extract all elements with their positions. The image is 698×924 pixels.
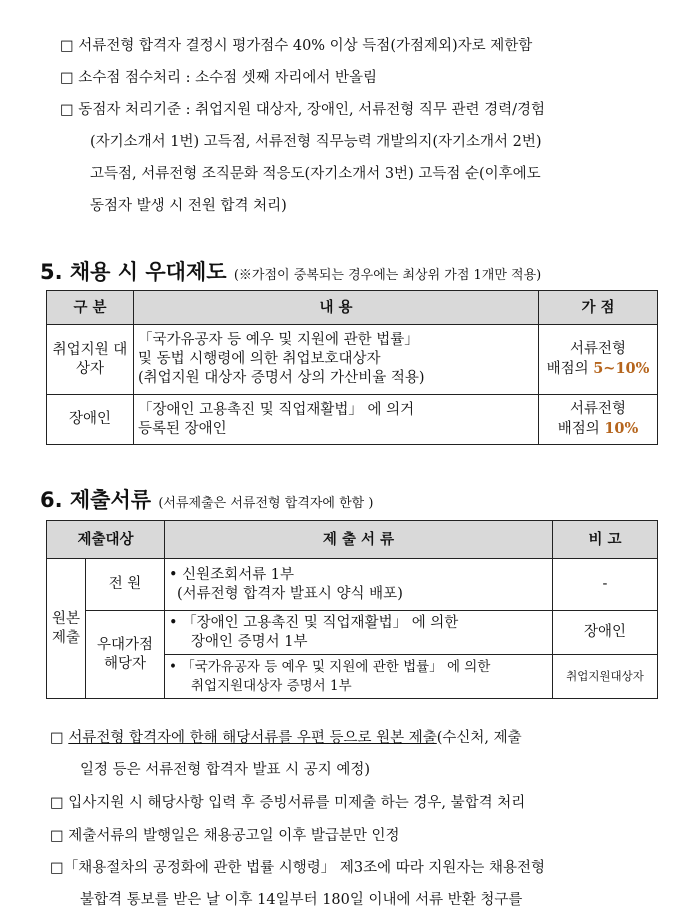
row-category: 취업지원 대상자	[47, 325, 134, 395]
row-category: 장애인	[47, 395, 134, 445]
criteria-line-6: 동점자 발생 시 전원 합격 처리)	[90, 198, 287, 214]
row-remark: -	[553, 559, 658, 611]
table-row	[47, 395, 658, 445]
row-remark: 장애인	[553, 611, 658, 655]
documents-table	[46, 520, 658, 699]
header-points: 가 점	[539, 291, 658, 325]
header-content: 내 용	[134, 291, 539, 325]
table-row	[47, 559, 658, 611]
section5-note: (※가점이 중복되는 경우에는 최상위 가점 1개만 적용)	[233, 268, 542, 283]
row-points: 서류전형 배점의 5~10%	[539, 325, 658, 395]
notice-line-6: 불합격 통보를 받은 날 이후 14일부터 180일 이내에 서류 반환 청구를	[80, 892, 523, 908]
section5-title: 5. 채용 시 우대제도 (※가점이 중복되는 경우에는 최상위 가점 1개만 적용)	[40, 260, 542, 284]
notice-line-2: 일정 등은 서류전형 합격자 발표 시 공지 예정)	[80, 762, 371, 778]
notice-line-5: □「채용절차의 공정화에 관한 법률 시행령」 제3조에 따라 지원자는 채용전형	[50, 860, 545, 876]
group-label: 원본 제출	[47, 559, 86, 699]
row-docs: • 「국가유공자 등 예우 및 지원에 관한 법률」 에 의한 취업지원대상자 증명서 1부	[165, 655, 553, 699]
header-remark: 비 고	[553, 521, 658, 559]
row-remark: 취업지원대상자	[553, 655, 658, 699]
row-target: 우대가점 해당자	[86, 611, 165, 699]
row-content: 「국가유공자 등 예우 및 지원에 관한 법률」 및 동법 시행령에 의한 취업보호대상자 (취업지원 대상자 증명서 상의 가산비율 적용)	[134, 325, 539, 395]
header-target: 제출대상	[47, 521, 165, 559]
criteria-line-2: □ 소수점 점수처리 : 소수점 셋째 자리에서 반올림	[60, 70, 377, 86]
preference-table	[46, 290, 658, 445]
row-content: 「장애인 고용촉진 및 직업재활법」 에 의거 등록된 장애인	[134, 395, 539, 445]
notice-line-4: □ 제출서류의 발행일은 채용공고일 이후 발급분만 인정	[50, 828, 400, 844]
criteria-line-1: □ 서류전형 합격자 결정시 평가점수 40% 이상 득점(가점제외)자로 제한함	[60, 38, 533, 54]
header-docs: 제 출 서 류	[165, 521, 553, 559]
criteria-line-4: (자기소개서 1번) 고득점, 서류전형 직무능력 개발의지(자기소개서 2번)	[90, 134, 542, 150]
row-docs: • 「장애인 고용촉진 및 직업재활법」 에 의한 장애인 증명서 1부	[165, 611, 553, 655]
table-row	[47, 611, 658, 655]
criteria-line-3: □ 동점자 처리기준 : 취업지원 대상자, 장애인, 서류전형 직무 관련 경력/경험	[60, 102, 545, 118]
row-docs: • 신원조회서류 1부 (서류전형 합격자 발표시 양식 배포)	[165, 559, 553, 611]
row-points: 서류전형 배점의 10%	[539, 395, 658, 445]
row-target: 전 원	[86, 559, 165, 611]
section6-note: (서류제출은 서류전형 합격자에 한함 )	[158, 496, 374, 511]
criteria-line-5: 고득점, 서류전형 조직문화 적응도(자기소개서 3번) 고득점 순(이후에도	[90, 166, 541, 182]
header-category: 구 분	[47, 291, 134, 325]
notice-line-1: □ 서류전형 합격자에 한해 해당서류를 우편 등으로 원본 제출(수신처, 제출	[50, 730, 522, 746]
section6-title: 6. 제출서류 (서류제출은 서류전형 합격자에 한함 )	[40, 488, 374, 512]
table-row	[47, 325, 658, 395]
notice-line-3: □ 입사지원 시 해당사항 입력 후 증빙서류를 미제출 하는 경우, 불합격 처리	[50, 795, 526, 811]
